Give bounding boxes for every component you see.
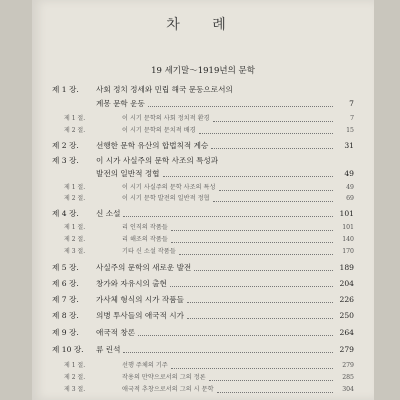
toc-title: 애국적 추창으로서의 그의 시 문학 — [122, 386, 214, 393]
toc-number: 제 1 절. — [64, 184, 86, 191]
leader-dots — [171, 242, 333, 243]
toc-chapter-1 — [52, 84, 354, 96]
toc-section — [52, 113, 354, 125]
toc-title: 이 시가 사실주의 문학 사조의 특성과 — [96, 156, 219, 165]
leader-dots — [219, 190, 333, 191]
toc-page: 264 — [339, 328, 354, 337]
toc-page: 279 — [342, 362, 354, 369]
leader-dots — [213, 121, 333, 122]
toc-number: 제 1 장. — [52, 85, 79, 94]
toc-title: 리 해조의 작품들 — [122, 236, 168, 243]
toc-page: 189 — [339, 263, 354, 272]
section-heading: 19 세기말～1919년의 문학 — [151, 66, 255, 76]
leader-dots — [194, 270, 333, 271]
toc-page: 279 — [339, 345, 354, 354]
toc-number: 제 4 장. — [52, 209, 79, 218]
leader-dots — [217, 392, 333, 393]
toc-chapter-3 — [52, 155, 354, 167]
toc-number: 제 2 절. — [64, 374, 86, 381]
toc-section — [52, 125, 354, 137]
toc-title: 의병 투사들의 애국적 시가 — [96, 311, 184, 320]
toc-number: 제 5 장. — [52, 263, 79, 272]
toc-title: 이 시기 문학의 사회 정치적 환경 — [122, 115, 210, 122]
toc-page: 69 — [346, 195, 354, 202]
toc-title: 애국적 창론 — [96, 328, 136, 337]
toc-page: 49 — [344, 169, 354, 178]
toc-page: 250 — [339, 311, 354, 320]
toc-page: 101 — [342, 224, 354, 231]
toc-chapter-8 — [52, 310, 354, 322]
toc-number: 제 10 장. — [52, 345, 84, 354]
toc-number: 제 2 절. — [64, 236, 86, 243]
toc-number: 제 1 절. — [64, 224, 86, 231]
toc-section — [52, 234, 354, 246]
toc-chapter-3-cont — [52, 168, 354, 180]
toc-title: 발전의 일반적 정협 — [96, 169, 160, 178]
toc-number: 제 2 장. — [52, 141, 79, 150]
toc-page: 170 — [342, 248, 354, 255]
leader-dots — [199, 133, 333, 134]
toc-number: 제 2 절. — [64, 195, 86, 202]
toc-page: 31 — [344, 141, 354, 150]
toc-number: 제 7 장. — [52, 295, 79, 304]
toc-page: 101 — [339, 209, 354, 218]
toc-number: 제 1 절. — [64, 115, 86, 122]
leader-dots — [148, 106, 333, 107]
toc-title: 이 시기 문학의 문치적 배경 — [122, 127, 196, 134]
leader-dots — [138, 335, 333, 336]
toc-title: 류 린석 — [96, 345, 121, 354]
toc-page: 7 — [350, 115, 354, 122]
leader-dots — [123, 216, 333, 217]
toc-number: 제 1 절. — [64, 362, 86, 369]
toc-title: 신 소설 — [96, 209, 121, 218]
toc-chapter-6 — [52, 278, 354, 290]
toc-chapter-2 — [52, 140, 354, 152]
toc-section — [52, 193, 354, 205]
toc-chapter-7 — [52, 294, 354, 306]
toc-chapter-4 — [52, 208, 354, 220]
toc-page: 15 — [346, 127, 354, 134]
toc-title: 선행한 문학 유산의 합법칙적 계승 — [96, 141, 209, 150]
toc-number: 제 3 장. — [52, 156, 79, 165]
leader-dots — [187, 318, 333, 319]
leader-dots — [170, 286, 333, 287]
toc-title: 리 인직의 작품들 — [122, 224, 168, 231]
toc-page: 226 — [339, 295, 354, 304]
toc-section — [52, 246, 354, 258]
page-title: 차 례 — [166, 17, 240, 33]
toc-title: 계몽 문학 운동 — [96, 99, 145, 108]
toc-number: 제 8 장. — [52, 311, 79, 320]
leader-dots — [209, 380, 333, 381]
toc-title: 가사체 형식의 시가 작품들 — [96, 295, 184, 304]
leader-dots — [213, 201, 333, 202]
toc-number: 제 6 장. — [52, 279, 79, 288]
leader-dots — [187, 302, 333, 303]
toc-section — [52, 384, 354, 396]
leader-dots — [179, 254, 333, 255]
toc-section — [52, 222, 354, 234]
toc-page: 140 — [342, 236, 354, 243]
toc-page: 204 — [339, 279, 354, 288]
book-page — [32, 0, 374, 400]
toc-page: 285 — [342, 374, 354, 381]
toc-title: 기타 신 소설 작품들 — [122, 248, 176, 255]
toc-page: 304 — [342, 386, 354, 393]
toc-title: 이 시기 문학 발전의 일반적 정협 — [122, 195, 210, 202]
toc-number: 제 2 절. — [64, 127, 86, 134]
toc-chapter-9 — [52, 327, 354, 339]
toc-page: 7 — [349, 99, 354, 108]
toc-chapter-5 — [52, 262, 354, 274]
leader-dots — [211, 148, 333, 149]
leader-dots — [123, 352, 333, 353]
leader-dots — [163, 176, 333, 177]
toc-number: 제 3 절. — [64, 386, 86, 393]
toc-title: 사회 정치 정세와 민립 해국 문동으로서의 — [96, 85, 233, 94]
toc-title: 이 시기 사실주의 문학 사조의 특성 — [122, 184, 216, 191]
toc-section — [52, 372, 354, 384]
toc-chapter-1-cont — [52, 98, 354, 110]
toc-number: 제 9 장. — [52, 328, 79, 337]
toc-title: 선행 주체의 기주 — [122, 362, 168, 369]
toc-page: 49 — [346, 184, 354, 191]
leader-dots — [171, 230, 333, 231]
toc-title: 작용의 만약으로서의 그의 정론 — [122, 374, 206, 381]
toc-title: 사실주의 문학의 새로운 발전 — [96, 263, 192, 272]
toc-title: 창가와 자유시의 출현 — [96, 279, 167, 288]
toc-section — [52, 360, 354, 372]
toc-chapter-10 — [52, 344, 354, 356]
leader-dots — [171, 368, 333, 369]
toc-number: 제 3 절. — [64, 248, 86, 255]
